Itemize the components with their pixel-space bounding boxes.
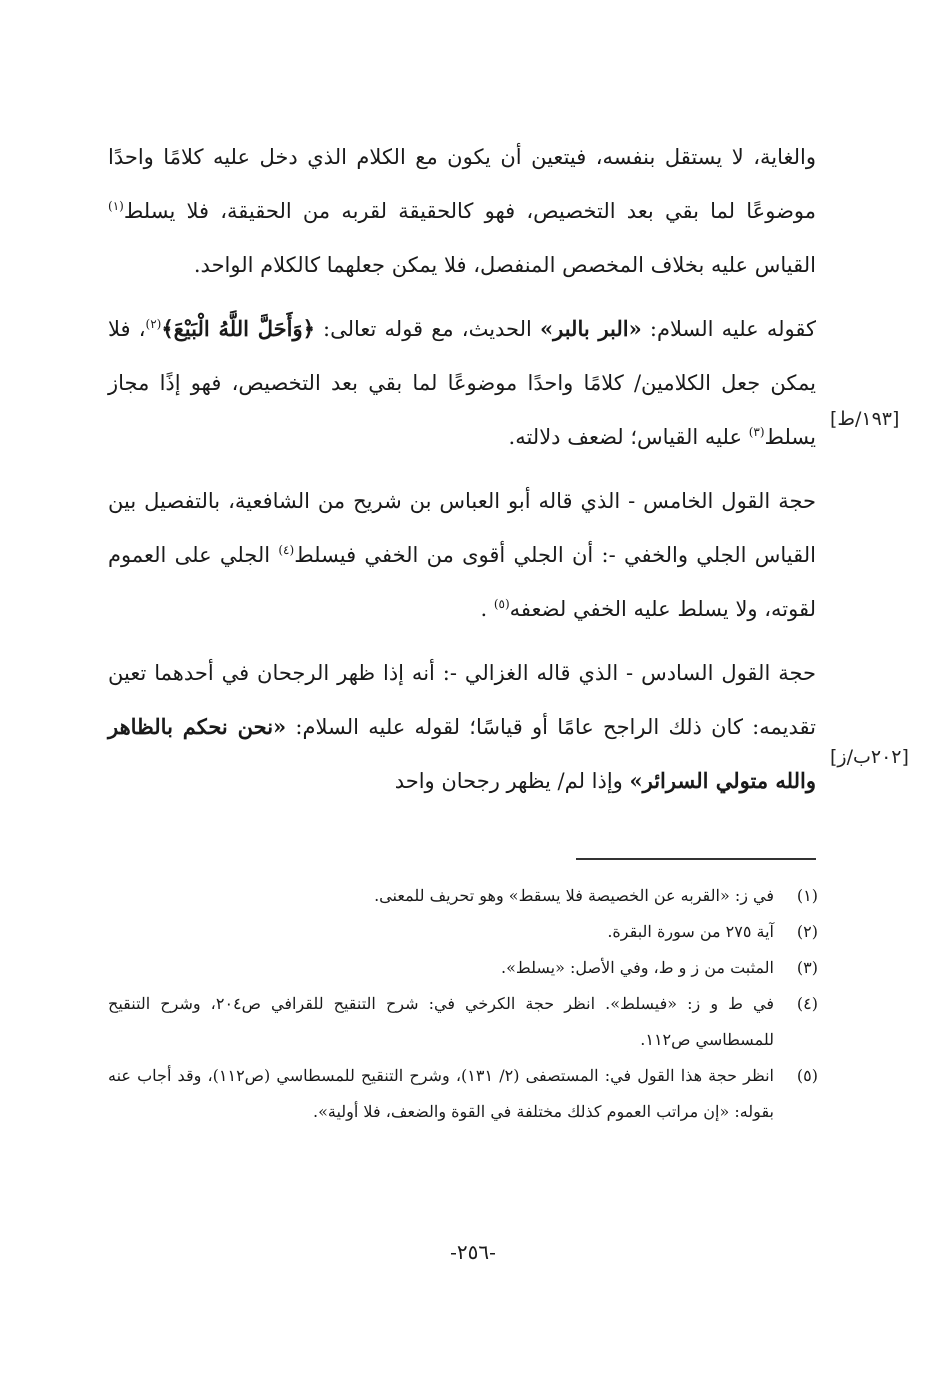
footnote-marker-1: (١) <box>108 199 124 213</box>
footnote-item <box>108 950 818 986</box>
hadith-quote-1: «البر بالبر» <box>540 316 642 341</box>
footnote-item <box>108 914 818 950</box>
margin-reference-1: [١٩٣/ط] <box>830 408 900 430</box>
paragraph-3-mid: الجلي على العموم لقوته، ولا يسلط عليه الخفي لضعفه <box>108 543 816 621</box>
footnote-item <box>108 878 818 914</box>
footnote-text: في ط و ز: «فيسلط». انظر حجة الكرخي في: شرح التنقيح للقرافي ص٢٠٤، وشرح التنقيح للمسطاسي ص١١٢. <box>108 994 774 1049</box>
main-text <box>108 130 816 808</box>
footnote-number: (٣) <box>796 958 818 977</box>
paragraph-1-text: والغاية، لا يستقل بنفسه، فيتعين أن يكون مع الكلام الذي دخل عليه كلامًا واحدًا موضوعًا لما بقي بعد التخصيص، فهو كالحقيقة لقربه من الحقيقة، فلا يسلط <box>108 145 816 223</box>
footnote-marker-4: (٤) <box>278 543 295 557</box>
footnote-number: (١) <box>796 886 818 905</box>
paragraph-1-end: القياس عليه بخلاف المخصص المنفصل، فلا يمكن جعلهما كالكلام الواحد. <box>193 253 816 277</box>
footnotes <box>108 878 818 1130</box>
footnote-marker-2: (٢) <box>145 317 162 331</box>
paragraph-4-start: حجة القول السادس - الذي قاله الغزالي -: أنه إذا ظهر الرجحان في أحدهما تعين تقديمه: كان ذلك الراجح عامًا أو قياسًا؛ لقوله عليه السلام: <box>108 661 816 739</box>
paragraph-3 <box>108 474 816 636</box>
margin-reference-2: [٢٠٢ب/ز] <box>830 746 909 768</box>
paragraph-3-start: حجة القول الخامس - الذي قاله أبو العباس بن شريح من الشافعية، بالتفصيل بين القياس الجلي والخفي -: أن الجلي أقوى من الخفي فيسلط <box>108 489 816 567</box>
quran-verse: ﴿وَأَحَلَّ اللَّهُ الْبَيْعَ﴾ <box>161 316 315 341</box>
paragraph-4-end: وإذا لم/ يظهر رجحان واحد <box>394 769 630 793</box>
paragraph-1 <box>108 130 816 292</box>
footnote-text: المثبت من ز و ط، وفي الأصل: «يسلط». <box>501 958 774 977</box>
footnote-divider <box>576 858 816 860</box>
paragraph-2-end: عليه القياس؛ لضعف دلالته. <box>508 425 749 449</box>
paragraph-3-end: . <box>480 597 494 621</box>
footnote-number: (٥) <box>796 1066 818 1085</box>
footnote-text: انظر حجة هذا القول في: المستصفى (٢/ ١٣١)، وشرح التنقيح للمسطاسي (ص١١٢)، وقد أجاب عنه بقوله: «إن مراتب العموم كذلك مختلفة في القوة والضعف، فلا أولية». <box>108 1066 774 1121</box>
footnote-text: آية ٢٧٥ من سورة البقرة. <box>607 922 774 941</box>
footnote-item <box>108 986 818 1058</box>
hadith-quote-2: «نحن نحكم بالظاهر والله متولي السرائر» <box>108 714 816 793</box>
paragraph-2 <box>108 302 816 464</box>
footnote-marker-3: (٣) <box>748 425 765 439</box>
paragraph-2-start: كقوله عليه السلام: <box>641 317 816 341</box>
page-number: -٢٥٦- <box>450 1240 496 1264</box>
footnote-marker-5: (٥) <box>493 597 510 611</box>
paragraph-2-mid: الحديث، مع قوله تعالى: <box>314 317 540 341</box>
footnote-number: (٢) <box>796 922 818 941</box>
footnote-number: (٤) <box>796 994 818 1013</box>
footnote-text: في ز: «القربه عن الخصيصة فلا يسقط» وهو تحريف للمعنى. <box>374 886 774 905</box>
paragraph-2-mid2: ، فلا يمكن جعل الكلامين/ كلامًا واحدًا موضوعًا لما بقي بعد التخصيص، فهو إذًا مجاز يسلط <box>108 317 816 449</box>
paragraph-4 <box>108 646 816 808</box>
footnote-item <box>108 1058 818 1130</box>
